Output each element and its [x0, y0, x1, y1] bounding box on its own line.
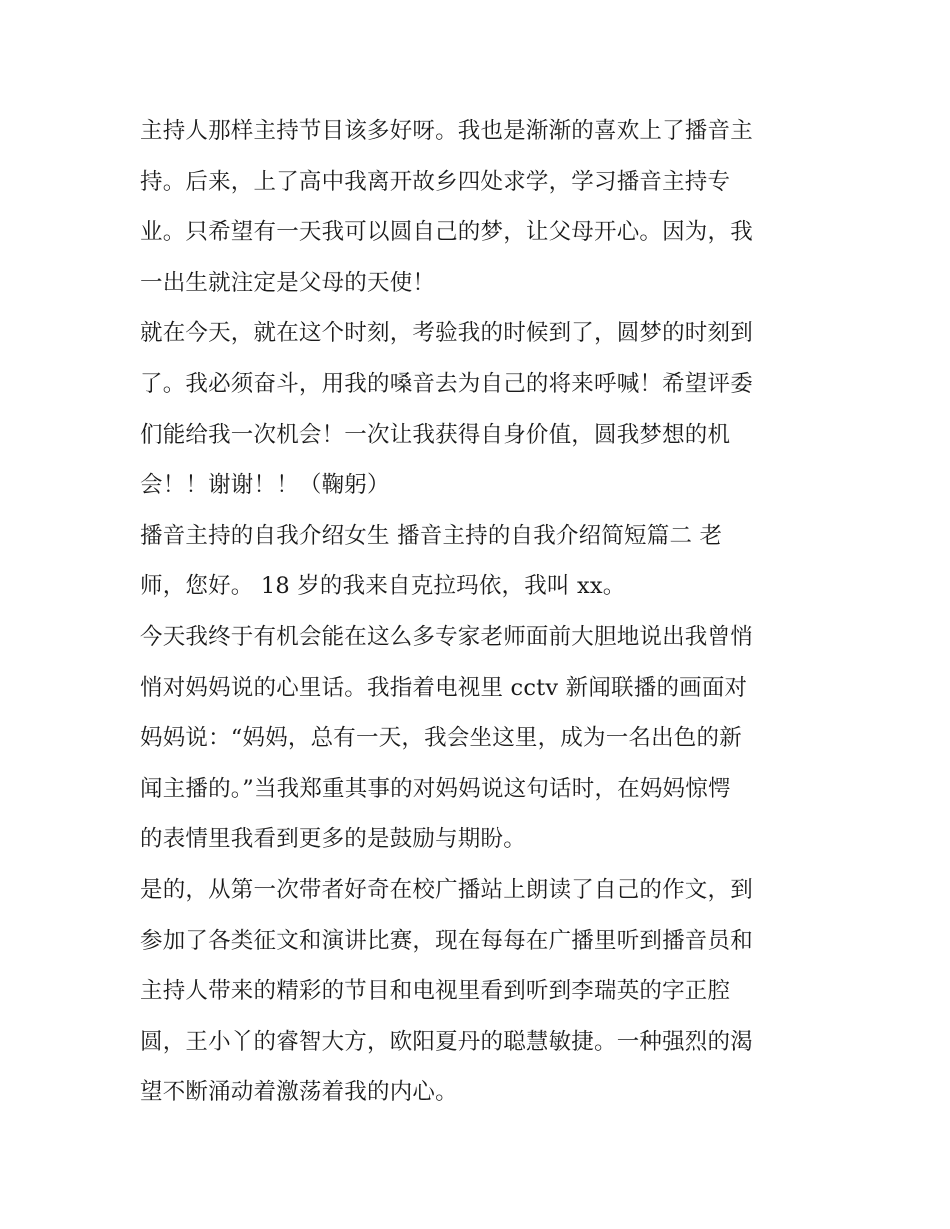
text-line: 闻主播的。”当我郑重其事的对妈妈说这句话时，在妈妈惊愕 [140, 775, 731, 802]
text-line: 的表情里我看到更多的是鼓励与期盼。 [140, 826, 526, 853]
text-line: 了。我必须奋斗，用我的嗓音去为自己的将来呼喊！希望评委 [140, 370, 753, 397]
text-line: 妈妈说：“妈妈，总有一天，我会坐这里，成为一名出色的新 [140, 725, 742, 752]
text-line: 圆，王小丫的睿智大方，欧阳夏丹的聪慧敏捷。一种强烈的渴 [140, 1028, 753, 1055]
text-line: 会！！谢谢！！（鞠躬） [140, 472, 390, 499]
text-line: 是的，从第一次带者好奇在校广播站上朗读了自己的作文，到 [140, 876, 753, 903]
paragraph [140, 865, 820, 1118]
paragraph [140, 612, 820, 865]
text-line: 播音主持的自我介绍女生 播音主持的自我介绍简短篇二 老 [140, 522, 723, 549]
text-line: 业。只希望有一天我可以圆自己的梦，让父母开心。因为，我 [140, 219, 753, 246]
paragraph [140, 106, 820, 308]
text-line: 主持人那样主持节目该多好呀。我也是渐渐的喜欢上了播音主 [140, 118, 753, 144]
text-line: 今天我终于有机会能在这么多专家老师面前大胆地说出我曾悄 [140, 623, 753, 650]
text-line: 就在今天，就在这个时刻，考验我的时候到了，圆梦的时刻到 [140, 320, 753, 347]
text-line: 主持人带来的精彩的节目和电视里看到听到李瑞英的字正腔 [140, 978, 731, 1005]
text-line: 悄对妈妈说的心里话。我指着电视里 cctv 新闻联播的画面对 [140, 674, 748, 701]
section-heading-paragraph [140, 511, 820, 612]
text-line: 参加了各类征文和演讲比赛，现在每每在广播里听到播音员和 [140, 927, 753, 954]
text-line: 望不断涌动着激荡着我的内心。 [140, 1079, 458, 1106]
text-line: 一出生就注定是父母的天使！ [140, 269, 436, 296]
text-line: 们能给我一次机会！一次让我获得自身价值，圆我梦想的机 [140, 421, 731, 448]
paragraph [140, 308, 820, 510]
document-body [140, 106, 820, 1118]
text-line: 师，您好。 18 岁的我来自克拉玛依，我叫 xx。 [140, 573, 626, 600]
text-line: 持。后来，上了高中我离开故乡四处求学，学习播音主持专 [140, 168, 731, 195]
